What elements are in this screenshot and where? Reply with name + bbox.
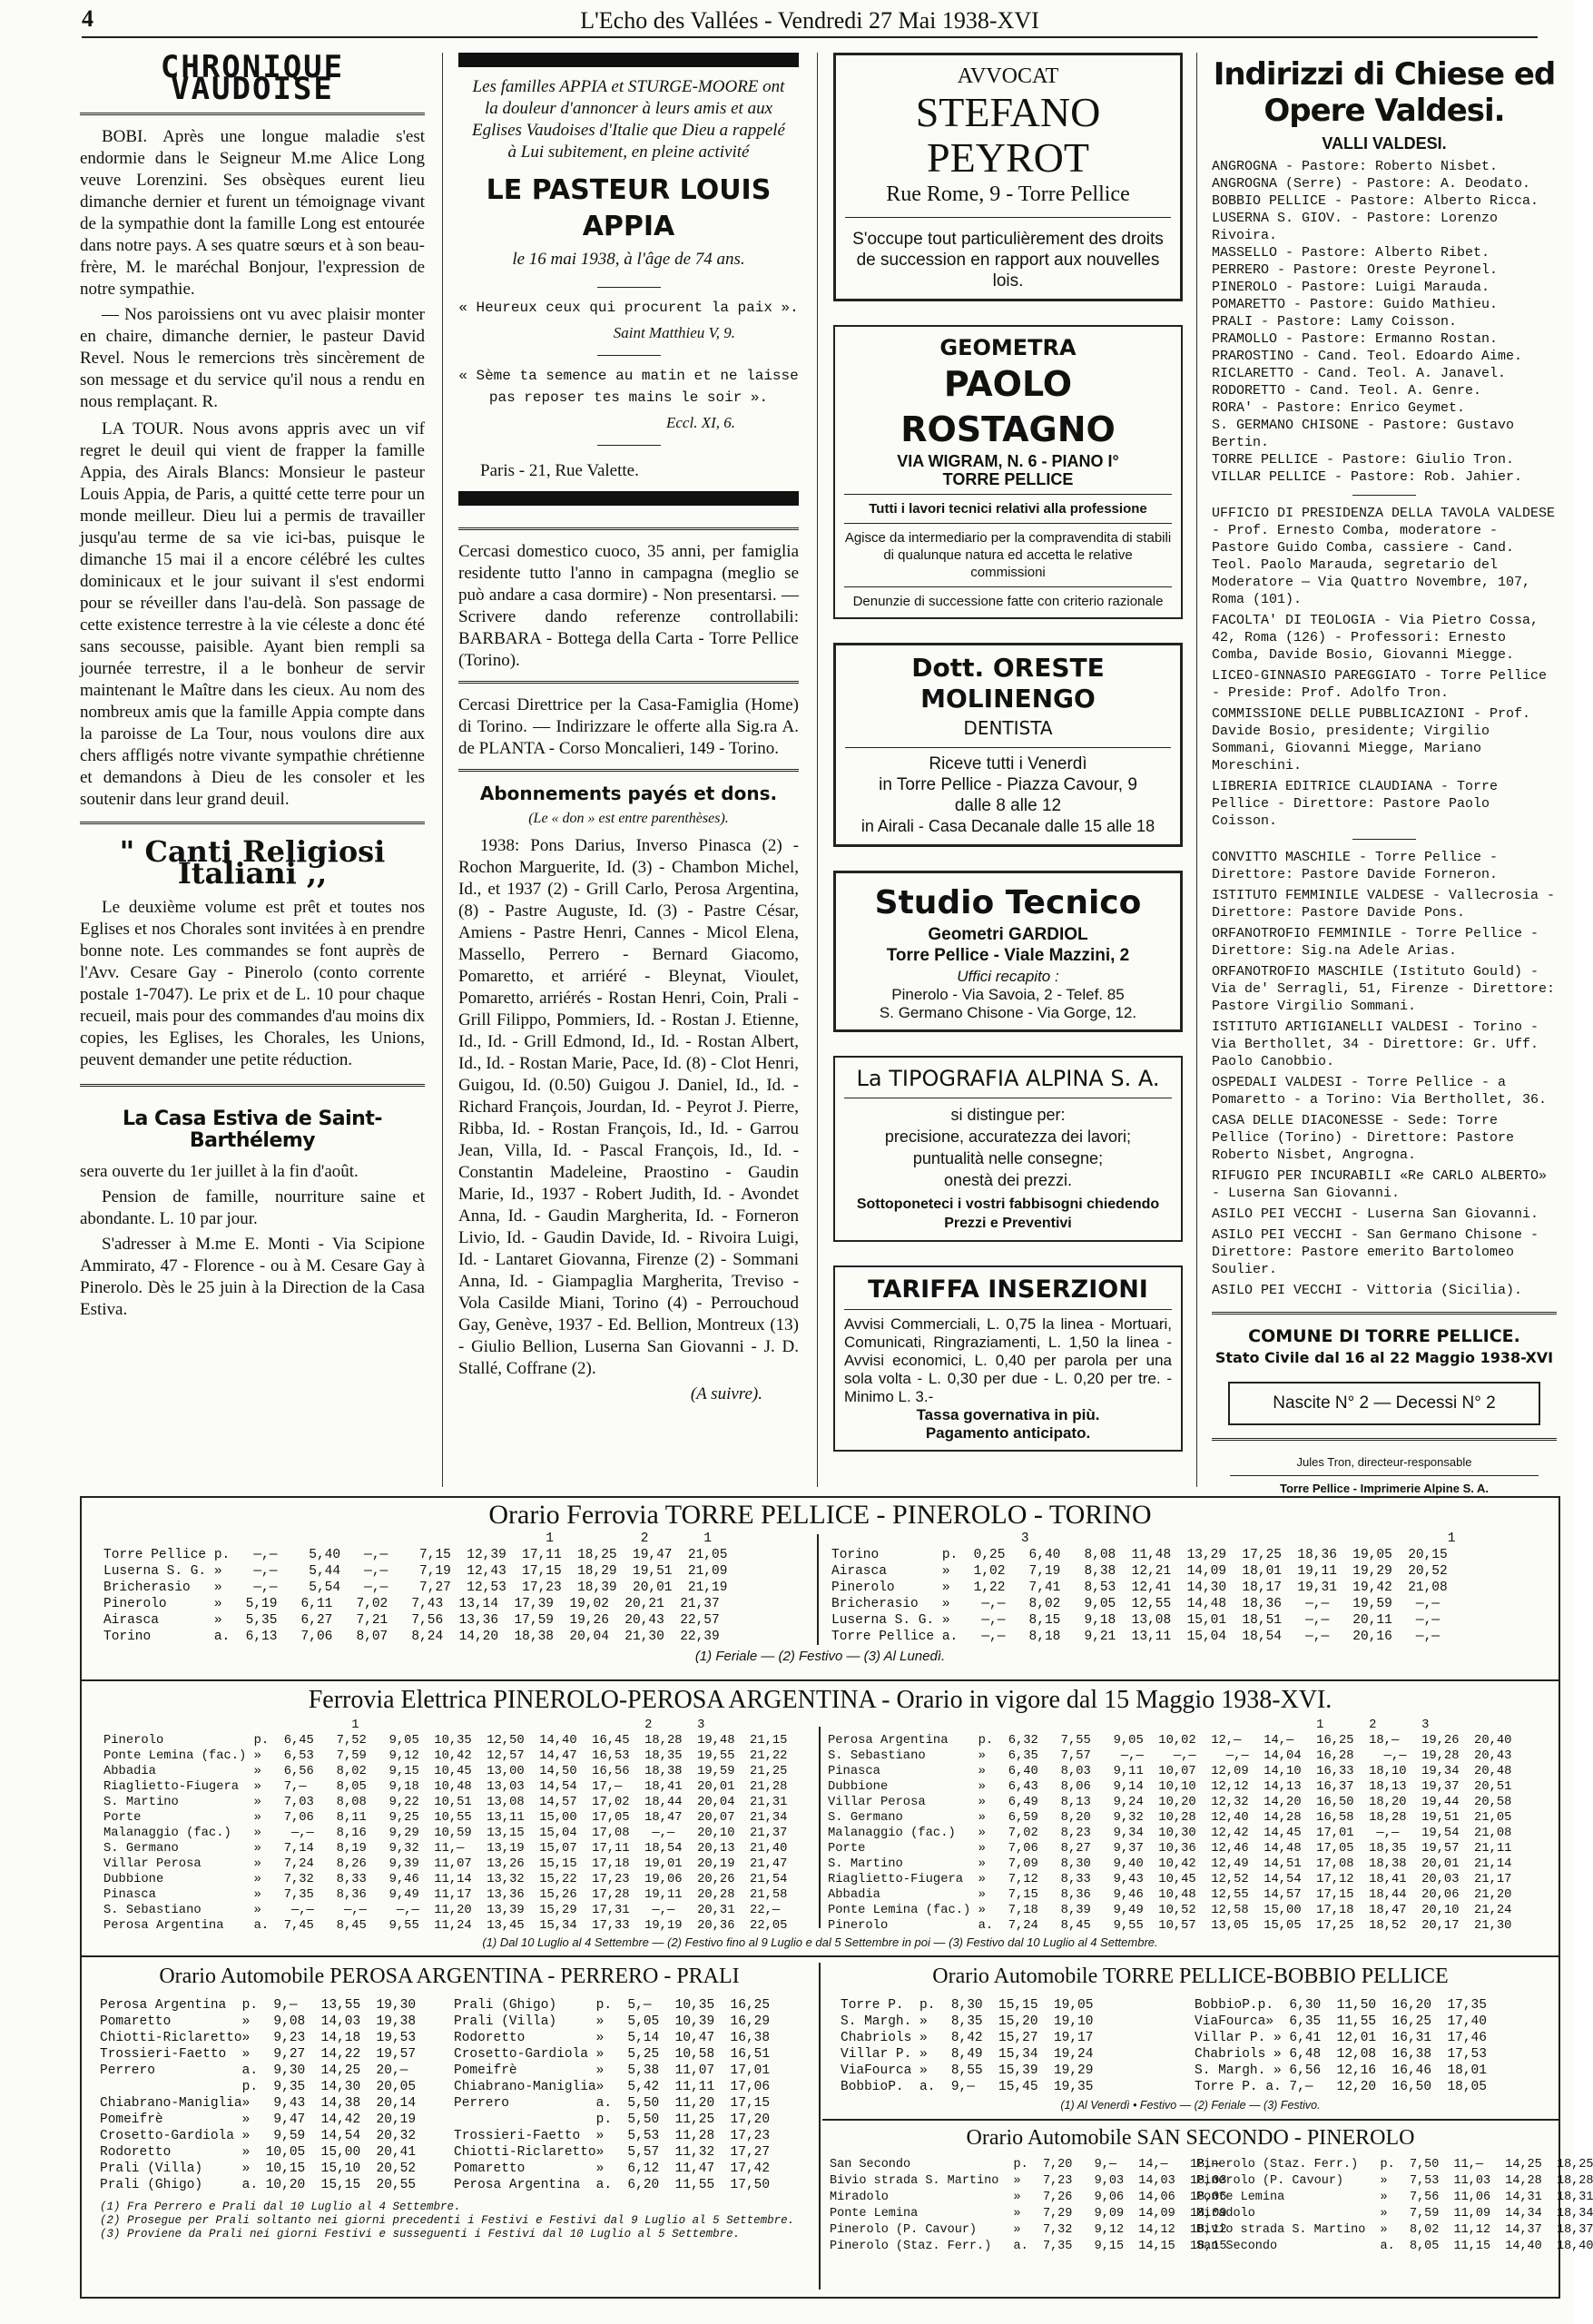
obituary-address: Paris - 21, Rue Valette. bbox=[480, 461, 639, 480]
timetable-5-outbound: San Secondo p. 7,20 9,— 14,— 18,— Bivio strada S. Martino » 7,23 9,03 14,03 18,03 Miradolo » 7,26 9,06 14,06 18,06 Ponte Lemina » 7,29 9,09 14,09 18,09 Pinerolo (P. Cavour) » 7,32 9,12 14,12 18,12 Pinerolo (Staz. Ferr.) a. 7,35 9,15 14,15 18,15 bbox=[830, 2158, 1227, 2253]
double-rule bbox=[1212, 1312, 1557, 1315]
uffici-entry: LICEO-GINNASIO PAREGGIATO - Torre Pellice - Preside: Prof. Adolfo Tron. bbox=[1212, 668, 1548, 701]
obituary-intro: Les familles APPIA et STURGE-MOORE ont la douleur d'annoncer à leurs amis et aux Eglises Vaudoises d'Italie que Dieu a rappelé à Lui subitement, en pleine activité bbox=[472, 77, 785, 162]
valli-entry: MASSELLO - Pastore: Alberto Ribet. bbox=[1212, 245, 1490, 261]
ad-avvocato bbox=[833, 53, 1183, 301]
double-rule bbox=[80, 822, 425, 824]
valli-list bbox=[1212, 158, 1557, 486]
ad-tipografia-line-4: onestà dei prezzi. bbox=[943, 1171, 1073, 1189]
timetable-2-title: Ferrovia Elettrica PINEROLO-PEROSA ARGENTINA - Orario in vigore dal 15 Maggio 1938-XVI. bbox=[308, 1686, 1332, 1714]
istituti-entry: ASILO PEI VECCHI - Luserna San Giovanni. bbox=[1212, 1206, 1539, 1222]
rule bbox=[82, 1679, 1559, 1681]
ad-avvocato-address: Rue Rome, 9 - Torre Pellice bbox=[845, 181, 1171, 218]
istituti-entry: CONVITTO MASCHILE - Torre Pellice - Direttore: Pastore Davide Forneron. bbox=[1212, 850, 1499, 882]
istituti-entry: RIFUGIO PER INCURABILI «Re CARLO ALBERTO» - Luserna San Giovanni. bbox=[1212, 1168, 1548, 1201]
column-obituary-ads bbox=[458, 53, 799, 1478]
casa-line-1: sera ouverte du 1er juillet à la fin d'août. bbox=[80, 1162, 359, 1181]
ad-avvocato-label: AVVOCAT bbox=[957, 64, 1059, 88]
verse-1-ref: Saint Matthieu V, 9. bbox=[613, 324, 735, 341]
ad-geometra bbox=[833, 325, 1183, 619]
valli-entry: BOBBIO PELLICE - Pastore: Alberto Ricca. bbox=[1212, 193, 1539, 209]
uffici-list bbox=[1212, 505, 1557, 830]
column-divider bbox=[817, 53, 818, 1487]
casa-line-3: S'adresser à M.me E. Monti - Via Scipione Ammirato, 47 - Florence - ou à M. Cesare Gay à Pinerolo. Dès le 25 juin à la Direction de la Casa Estiva. bbox=[80, 1235, 425, 1319]
short-rule bbox=[597, 355, 661, 356]
ad-geometra-city: TORRE PELLICE bbox=[844, 470, 1172, 495]
column-chronique bbox=[80, 49, 425, 1478]
timetable-torre-bobbio bbox=[822, 1963, 1593, 2253]
abbonamenti-note: (Le « don » est entre parenthèses). bbox=[528, 811, 729, 826]
istituti-entry: OSPEDALI VALDESI - Torre Pellice - a Pomaretto - a Torino: Via Berthollet, 36. bbox=[1212, 1075, 1548, 1108]
ad-studio-sub: Geometri GARDIOL bbox=[928, 925, 1088, 944]
article-latour: LA TOUR. Nous avons appris avec un vif regret le deuil qui vient de frapper la famille Appia, des Airals Blancs: Monsieur le pasteur Louis Appia, de Paris, a quitté cette terre pour un monde meilleur. Dieu lui a permis de travailler jusqu'au terme de sa vie ici-bas, puisque le dimanche 15 mai il a encore célébré les cultes dominicaux et le jour suivant il s'est endormi pour se réveiller dans l'au-delà. Son passage de cette existence terrestre à la vie céleste a donc été sans secousse, paisible. Ayant bien rempli sa journée terrestre, il a le bonheur de servir maintenant le Maître dans les cieux. Au nom des nombreux amis que la famille Appia compte dans la paroisse de La Tour, nous voulons dire aux chers affligés notre vivante sympathie chrétienne et demandons à Dieu de les consoler et les soutenir dans leur grand deuil. bbox=[80, 419, 425, 809]
ad-studio-name: Studio Tecnico bbox=[874, 884, 1142, 921]
abbonamenti-list: 1938: Pons Darius, Inverso Pinasca (2) - Rochon Marguerite, Id. (3) - Chambon Michel, Id., et 1937 (2) - Grill Carlo, Perosa Argentina, (8) - Pastre Auguste, Id. (3) - Pastre César, Amiens - Pastre Henri, Cannes - Micol Elena, Massello, Perrero - Bernard Giacomo, Pomaretto, et arriéré - Bleynat, Vioulet, Pomaretto, arriérés - Rostan Henri, Coin, Prali - Grill Filippo, Pommiers, Id. - Rostan J. Etienne, Id., Id. - Grill Edmond, Id., Id. - Rostan Albert, Id., Id. - Rostan Marie, Pace, Id. (8) - Clot Henri, Guigou, Id. (0.50) Guigou J. Daniel, Id., Id. - Richard François, Jourdan, Id. - Peyrot J. Pierre, Ribba, Id. - Rostan François, Id., Id. - Garrou Jean, Villa, Id. - Pascal François, Id., Id. - Constantin Madeleine, Praostino - Gaudin Marie, Id., 1937 - Robert Judith, Id. - Avondet Anna, Id. - Gaudin Margherita, Id. - Forneron Livio, Id. - Gaudin Davide, Id. - Rivoira Luigi, Id. - Lantaret Giovanna, Firenze (2) - Sommani Anna, Id. - Giampaglia Margherita, Treviso - Vola Casilde Miani, Torino (4) - Perrouchoud Gay, Genève, 1937 - Ed. Bellion, Montreux (13) - Giulio Bellion, Luserna San Giovanni - J. D. Stallé, Coffrane (2). bbox=[458, 836, 799, 1378]
timetable-pinerolo-perosa bbox=[82, 1683, 1559, 1955]
page-number: 4 bbox=[82, 5, 93, 32]
table-divider bbox=[819, 1727, 821, 1928]
istituti-entry: ASILO PEI VECCHI - San Germano Chisone - Direttore: Pastore emerito Bartolomeo Soulier. bbox=[1212, 1227, 1539, 1277]
uffici-entry: COMMISSIONE DELLE PUBBLICAZIONI - Prof. Davide Bosio, presidente; Virgilio Sommani, Giovanni Miegge, Mariano Moreschini. bbox=[1212, 706, 1531, 773]
ad-geometra-address: VIA WIGRAM, N. 6 - PIANO I° bbox=[897, 452, 1119, 470]
uffici-entry: UFFICIO DI PRESIDENZA DELLA TAVOLA VALDESE - Prof. Ernesto Comba, moderatore - Pastore Guido Comba, cassiere - Cand. Teol. Paolo Marauda, segretario del Moderatore — Via Quattro Novembre, 107, Roma (101). bbox=[1212, 506, 1556, 607]
casa-estiva-heading: La Casa Estiva de Saint-Barthélemy bbox=[122, 1108, 382, 1152]
comune-title: COMUNE DI TORRE PELLICE. bbox=[1248, 1326, 1520, 1346]
double-rule bbox=[458, 681, 799, 684]
ad-studio-line-1: Pinerolo - Via Savoia, 2 - Telef. 85 bbox=[891, 986, 1125, 1003]
valli-entry: POMARETTO - Pastore: Guido Mathieu. bbox=[1212, 297, 1499, 312]
valli-entry: VILLAR PELLICE - Pastore: Rob. Jahier. bbox=[1212, 469, 1523, 485]
ad-avvocato-text: S'occupe tout particulièrement des droits de succession en rapport aux nouvelles lois. bbox=[852, 230, 1164, 290]
article-bobi: BOBI. Après une longue maladie s'est endormie dans le Seigneur M.me Alice Long veuve Lorenzini. Ses obsèques eurent lieu dimanche dernier et furent un témoignage vivant de la sympathie dont la famille Long est entourée dans notre pays. A ses quatre sœurs et à son beau-frère, M. le maréchal Bonjour, l'expression de notre sympathie. bbox=[80, 127, 425, 299]
timetable-2-notes: (1) Dal 10 Luglio al 4 Settembre — (2) Festivo fino al 9 Luglio e dal 5 Settembre in poi — (3) Festivo dal 10 Luglio al 4 Settembre. bbox=[482, 1935, 1158, 1949]
masthead bbox=[82, 5, 1538, 38]
timetable-5-title: Orario Automobile SAN SECONDO - PINEROLO bbox=[966, 2126, 1415, 2150]
istituti-entry: ORFANOTROFIO FEMMINILE - Torre Pellice - Direttore: Sig.na Adele Arias. bbox=[1212, 926, 1539, 959]
valli-entry: LUSERNA S. GIOV. - Pastore: Lorenzo Rivoira. bbox=[1212, 211, 1499, 243]
direttore-line: Jules Tron, directeur-responsable bbox=[1296, 1455, 1472, 1469]
double-rule bbox=[80, 113, 425, 115]
column-indirizzi bbox=[1212, 53, 1557, 1495]
rule bbox=[1230, 1475, 1539, 1476]
comune-data: Nascite N° 2 — Decessi N° 2 bbox=[1228, 1382, 1540, 1425]
mourning-bar bbox=[458, 53, 799, 67]
istituti-list bbox=[1212, 849, 1557, 1299]
timetables-block bbox=[80, 1496, 1593, 2299]
timetable-1-outbound: 1 2 1 Torre Pellice p. —,— 5,40 —,— 7,15 12,39 17,11 18,25 19,47 21,05 Luserna S. G. » —,— 5,44 —,— 7,19 12,43 17,15 18,29 19,51 21,09 Bricherasio » —,— 5,54 —,— 7,27 12,53 17,23 18,39 20,01 21,19 Pinerolo » 5,19 6,11 7,02 7,43 13,14 17,39 19,02 20,21 21,37 Airasca » 5,35 6,27 7,21 7,56 13,36 17,59 19,26 20,43 22,57 Torino a. 6,13 7,06 8,07 8,24 14,20 18,38 20,04 21,30 22,39 bbox=[103, 1531, 728, 1644]
timetable-4-notes: (1) Al Venerdì • Festivo — (2) Feriale — (3) Festivo. bbox=[1060, 2099, 1321, 2112]
ad-dentista bbox=[833, 643, 1183, 847]
double-rule bbox=[80, 1084, 425, 1087]
valli-entry: PINEROLO - Pastore: Luigi Marauda. bbox=[1212, 280, 1490, 295]
timetable-1-return: 3 1 Torino p. 0,25 6,40 8,08 11,48 13,29 17,25 18,36 19,05 20,15 Airasca » 1,02 7,19 8,38 12,21 14,09 18,01 19,11 19,29 20,52 Pinerolo » 1,22 7,41 8,53 12,41 14,30 18,17 19,31 19,42 21,08 Bricherasio » —,— 8,02 9,05 12,55 14,48 18,36 —,— 19,59 —,— Luserna S. G. » —,— 8,15 9,18 13,08 15,01 18,51 —,— 20,11 —,— Torre Pellice a. —,— 8,18 9,21 13,11 15,04 18,54 —,— 20,16 —,— bbox=[831, 1531, 1456, 1644]
double-rule bbox=[458, 769, 799, 772]
ad-geometra-line-2: Agisce da intermediario per la compravendita di stabili di qualunque natura ed accetta le relative commissioni bbox=[844, 529, 1172, 587]
abbonamenti-end: (A suivre). bbox=[690, 1384, 762, 1403]
verse-2-ref: Eccl. XI, 6. bbox=[666, 414, 735, 431]
valli-entry: ANGROGNA (Serre) - Pastore: A. Deodato. bbox=[1212, 176, 1531, 192]
article-canti: Le deuxième volume est prêt et toutes nos Eglises et nos Chorales sont invitées à en prendre bonne note. Les commandes se font auprès de l'Avv. Cesare Gay - Pinerolo (conto corrente postale 1-7047). Le prix et de L. 10 pour chaque recueil, mais pour des commandes d'au moins dix copies, les Eglises, les Chorales, les Unions, peuvent demander une petite réduction. bbox=[80, 898, 425, 1069]
valli-entry: PRALI - Pastore: Lamy Coisson. bbox=[1212, 314, 1458, 330]
ad-geometra-name: PAOLO ROSTAGNO bbox=[900, 364, 1116, 449]
ad-tipografia bbox=[833, 1056, 1183, 1242]
obituary-name: LE PASTEUR LOUIS APPIA bbox=[486, 174, 772, 242]
canti-heading: " Canti Religiosi Italiani ,, bbox=[119, 834, 386, 891]
ad-studio-line-2: S. Germano Chisone - Via Gorge, 12. bbox=[879, 1004, 1137, 1021]
istituti-entry: ISTITUTO FEMMINILE VALDESE - Vallecrosia - Direttore: Pastore Davide Pons. bbox=[1212, 888, 1556, 921]
ad-studio-uffici: Uffici recapito : bbox=[957, 968, 1059, 985]
ad-tipografia-line-5: Sottoponeteci i vostri fabbisogni chiedendo Prezzi e Preventivi bbox=[856, 1196, 1160, 1231]
ad-tipografia-name: La TIPOGRAFIA ALPINA S. A. bbox=[844, 1065, 1172, 1098]
ad-dentista-label: DENTISTA bbox=[845, 714, 1171, 748]
ad-tariffa-line-3: Pagamento anticipato. bbox=[925, 1424, 1091, 1442]
ad-studio-tecnico bbox=[833, 871, 1183, 1032]
short-rule bbox=[597, 445, 661, 446]
timetable-2-outbound: 1 2 3 Pinerolo p. 6,45 7,52 9,05 10,35 12,50 14,40 16,45 18,28 19,48 21,15 Ponte Lemina (fac.) » 6,53 7,59 9,12 10,42 12,57 14,47 16,53 18,35 19,55 21,22 Abbadia » 6,56 8,02 9,15 10,45 13,00 14,50 16,56 18,38 19,59 21,25 Riaglietto-Fiugera » 7,— 8,05 9,18 10,48 13,03 14,54 17,— 18,41 20,01 21,28 S. Martino » 7,03 8,08 9,22 10,51 13,08 14,57 17,02 18,44 20,04 21,31 Porte » 7,06 8,11 9,25 10,55 13,11 15,00 17,05 18,47 20,07 21,34 Malanaggio (fac.) » —,— 8,16 9,29 10,59 13,15 15,04 17,08 —,— 20,10 21,37 S. Germano » 7,14 8,19 9,32 11,— 13,19 15,07 17,11 18,54 20,13 21,40 Villar Perosa » 7,24 8,26 9,39 11,07 13,26 15,15 17,18 19,01 20,19 21,47 Dubbione » 7,32 8,33 9,46 11,14 13,32 15,22 17,23 19,06 20,26 21,54 Pinasca » 7,35 8,36 9,49 11,17 13,36 15,26 17,28 19,11 20,28 21,58 S. Sebastiano » —,— —,— —,— 11,20 13,39 15,29 17,31 —,— 20,31 22,— Perosa Argentina a. 7,45 8,45 9,55 11,24 13,45 15,34 17,33 19,19 20,36 22,05 bbox=[103, 1718, 788, 1933]
masthead-title: L'Echo des Vallées - Vendredi 27 Mai 1938-XVI bbox=[580, 7, 1039, 34]
valli-entry: RICLARETTO - Cand. Teol. A. Janavel. bbox=[1212, 366, 1507, 381]
short-rule bbox=[1352, 839, 1416, 840]
obituary-date: le 16 mai 1938, à l'âge de 74 ans. bbox=[512, 250, 745, 269]
mourning-bar bbox=[458, 491, 799, 506]
indirizzi-title: Indirizzi di Chiese ed Opere Valdesi. bbox=[1213, 56, 1556, 129]
ad-dentista-line-1: Riceve tutti i Venerdì bbox=[929, 754, 1087, 773]
ad-tariffa-text: Avvisi Commerciali, L. 0,75 la linea - Mortuari, Comunicati, Ringraziamenti, L. 1,50 la linea - Avvisi economici, L. 0,40 per parola per una sola volta - L. 0,30 per due - L. 0,20 per tre. - Minimo L. 3.- bbox=[844, 1315, 1172, 1405]
timetable-5-return: Pinerolo (Staz. Ferr.) p. 7,50 11,— 14,25 18,25 Pinerolo (P. Cavour) » 7,53 11,03 14,28 18,28 Ponte Lemina » 7,56 11,06 14,31 18,31 Miradolo » 7,59 11,09 14,34 18,34 Bivio strada S. Martino » 8,02 11,12 14,37 18,37 San Secondo a. 8,05 11,15 14,40 18,40 bbox=[1196, 2158, 1593, 2253]
short-rule bbox=[1352, 495, 1416, 496]
timetables-automobili bbox=[82, 1963, 1593, 2297]
ad-dentista-name: Dott. ORESTE MOLINENGO bbox=[911, 653, 1105, 714]
ad-dentista-line-2: in Torre Pellice - Piazza Cavour, 9 bbox=[879, 775, 1137, 794]
valli-entry: PERRERO - Pastore: Oreste Peyronel. bbox=[1212, 262, 1499, 278]
valli-entry: S. GERMANO CHISONE - Pastore: Gustavo Bertin. bbox=[1212, 418, 1515, 450]
timetable-3-title: Orario Automobile PEROSA ARGENTINA - PERRERO - PRALI bbox=[159, 1965, 740, 1988]
timetable-4-outbound: Torre P. p. 8,30 15,15 19,05 S. Margh. » 8,35 15,20 19,10 Chabriols » 8,42 15,27 19,17 Villar P. » 8,49 15,34 19,24 ViaFourca » 8,55 15,39 19,29 BobbioP. a. 9,— 15,45 19,35 bbox=[841, 1998, 1094, 2094]
casa-line-2: Pension de famille, nourriture saine et abondante. L. 10 par jour. bbox=[80, 1187, 425, 1228]
tipografia-line: Torre Pellice - Imprimerie Alpine S. A. bbox=[1280, 1482, 1489, 1495]
column-divider bbox=[442, 53, 443, 1487]
istituti-entry: ISTITUTO ARTIGIANELLI VALDESI - Torino - Via Berthollet, 34 - Direttore: Gr. Uff. Paolo Canobbio. bbox=[1212, 1019, 1539, 1069]
timetable-3-notes: (1) Fra Perrero e Prali dal 10 Luglio al 4 Settembre. (2) Prosegue per Prali soltanto nei giorni precedenti i Festivi e Festivi dal 9 Luglio al 5 Settembre. (3) Proviene da Prali nei giorni Festivi e susseguenti i Festivi dal 10 Luglio al 5 Settembre. bbox=[100, 2201, 795, 2240]
column-divider bbox=[1196, 53, 1197, 1487]
ad-studio-address: Torre Pellice - Viale Mazzini, 2 bbox=[886, 946, 1130, 965]
valli-entry: ANGROGNA - Pastore: Roberto Nisbet. bbox=[1212, 159, 1499, 174]
valli-entry: RORA' - Pastore: Enrico Geymet. bbox=[1212, 400, 1466, 416]
valli-entry: PRAMOLLO - Pastore: Ermanno Rostan. bbox=[1212, 331, 1499, 347]
rule bbox=[822, 2119, 1559, 2121]
ad-tipografia-line-2: precisione, accuratezza dei lavori; bbox=[884, 1128, 1132, 1146]
uffici-entry: FACOLTA' DI TEOLOGIA - Via Pietro Cossa, 42, Roma (126) - Professori: Ernesto Comba, Davide Bosio, Giovanni Miegge. bbox=[1212, 613, 1539, 663]
ad-tariffa bbox=[833, 1265, 1183, 1452]
abbonamenti-heading: Abonnements payés et dons. bbox=[479, 783, 778, 804]
istituti-entry: ASILO PEI VECCHI - Vittoria (Sicilia). bbox=[1212, 1283, 1523, 1298]
timetable-1-notes: (1) Feriale — (2) Festivo — (3) Al Lunedì. bbox=[694, 1649, 946, 1664]
verse-2: « Sème ta semence au matin et ne laisse pas reposer tes mains le soir ». bbox=[458, 368, 799, 406]
ad-avvocato-name: STEFANO PEYROT bbox=[915, 89, 1101, 181]
valli-entry: PRAROSTINO - Cand. Teol. Edoardo Aime. bbox=[1212, 349, 1523, 364]
short-rule bbox=[597, 287, 661, 288]
ad-geometra-line-3: Denunzie di successione fatte con criterio razionale bbox=[852, 594, 1164, 609]
timetable-2-return: 1 2 3 Perosa Argentina p. 6,32 7,55 9,05 10,02 12,— 14,— 16,25 18,— 19,26 20,40 S. Sebastiano » 6,35 7,57 —,— —,— —,— 14,04 16,28 —,— 19,28 20,43 Pinasca » 6,40 8,03 9,11 10,07 12,09 14,10 16,33 18,10 19,34 20,48 Dubbione » 6,43 8,06 9,14 10,10 12,12 14,13 16,37 18,13 19,37 20,51 Villar Perosa » 6,49 8,13 9,24 10,20 12,32 14,20 16,50 18,20 19,44 20,58 S. Germano » 6,59 8,20 9,32 10,28 12,40 14,28 16,58 18,28 19,51 21,05 Malanaggio (fac.) » 7,02 8,23 9,34 10,30 12,42 14,45 17,01 —,— 19,54 21,08 Porte » 7,06 8,27 9,37 10,36 12,46 14,48 17,05 18,35 19,57 21,11 S. Martino » 7,09 8,30 9,40 10,42 12,49 14,51 17,08 18,38 20,01 21,14 Riaglietto-Fiugera » 7,12 8,33 9,43 10,45 12,52 14,54 17,12 18,41 20,03 21,17 Abbadia » 7,15 8,36 9,46 10,48 12,55 14,57 17,15 18,44 20,06 21,20 Ponte Lemina (fac.) » 7,18 8,39 9,49 10,52 12,58 15,00 17,18 18,47 20,10 21,24 Pinerolo a. 7,24 8,45 9,55 10,57 13,05 15,05 17,25 18,52 20,17 21,30 bbox=[828, 1718, 1512, 1933]
ad-dentista-line-3: dalle 8 alle 12 bbox=[954, 796, 1062, 815]
article-bobi-2: — Nos paroissiens ont vu avec plaisir monter en chaire, dimanche dernier, le pasteur David Revel. Nous le remercions très sincèrement de son message et du service qu'il nous a rendu en nous remplaçant. R. bbox=[80, 305, 425, 411]
ad-geometra-line-1: Tutti i lavori tecnici relativi alla professione bbox=[844, 500, 1172, 524]
timetable-3-return: Prali (Ghigo) p. 5,— 10,35 16,25 Prali (Villa) » 5,05 10,39 16,29 Rodoretto » 5,14 10,47 16,38 Crosetto-Gardiola » 5,25 10,58 16,51 Pomeifrè » 5,38 11,07 17,01 Chiabrano-Maniglia» 5,42 11,11 17,06 Perrero a. 5,50 11,20 17,15 p. 5,50 11,25 17,20 Trossieri-Faetto » 5,53 11,28 17,23 Chiotti-Riclaretto» 5,57 11,32 17,27 Pomaretto » 6,12 11,47 17,42 Perosa Argentina a. 6,20 11,55 17,50 bbox=[454, 1998, 771, 2192]
double-rule bbox=[1212, 1438, 1557, 1441]
section-title-chronique: CHRONIQUE VAUDOISE bbox=[160, 49, 345, 107]
ad-tipografia-line-3: puntualità nelle consegne; bbox=[912, 1149, 1104, 1167]
ad-dentista-line-4: in Airali - Casa Decanale dalle 15 alle 18 bbox=[860, 817, 1155, 835]
istituti-entry: CASA DELLE DIACONESSE - Sede: Torre Pellice (Torino) - Direttore: Pastore Roberto Nisbet, Angrogna. bbox=[1212, 1113, 1515, 1163]
valli-entry: TORRE PELLICE - Pastore: Giulio Tron. bbox=[1212, 452, 1515, 468]
comune-subtitle: Stato Civile dal 16 al 22 Maggio 1938-XVI bbox=[1214, 1349, 1554, 1366]
double-rule bbox=[458, 527, 799, 530]
rule bbox=[82, 1955, 1559, 1957]
table-divider bbox=[817, 1534, 819, 1645]
valli-entry: RODORETTO - Cand. Teol. A. Genre. bbox=[1212, 383, 1482, 399]
timetable-torre-pellice-torino bbox=[82, 1498, 1559, 1679]
verse-1: « Heureux ceux qui procurent la paix ». bbox=[458, 300, 799, 316]
ad-tipografia-line-1: si distingue per: bbox=[950, 1106, 1066, 1124]
valli-subtitle: VALLI VALDESI. bbox=[1322, 134, 1447, 153]
ad-tariffa-line-2: Tassa governativa in più. bbox=[916, 1406, 1100, 1423]
ad-tariffa-title: TARIFFA INSERZIONI bbox=[844, 1275, 1172, 1310]
timetable-4-return: BobbioP.p. 6,30 11,50 16,20 17,35 ViaFourca» 6,35 11,55 16,25 17,40 Villar P. » 6,41 12,01 16,31 17,46 Chabriols » 6,48 12,08 16,38 17,53 S. Margh. » 6,56 12,16 16,46 18,01 Torre P. a. 7,— 12,20 16,50 18,05 bbox=[1195, 1998, 1487, 2094]
timetable-4-title: Orario Automobile TORRE PELLICE-BOBBIO PELLICE bbox=[932, 1965, 1449, 1988]
column-advertisements bbox=[833, 53, 1183, 1478]
istituti-entry: ORFANOTROFIO MASCHILE (Istituto Gould) - Via de' Serragli, 51, Firenze - Direttore: Pastore Virgilio Sommani. bbox=[1212, 964, 1556, 1014]
timetable-1-title: Orario Ferrovia TORRE PELLICE - PINEROLO - TORINO bbox=[488, 1500, 1152, 1530]
ad-cercasi-1: Cercasi domestico cuoco, 35 anni, per famiglia residente tutto l'anno in campagna (meglio se può andare a casa dormire) - Non presentarsi. — Scrivere dando referenze controllabili: BARBARA - Bottega della Carta - Torre Pellice (Torino). bbox=[458, 542, 799, 670]
table-divider bbox=[819, 1963, 821, 2290]
ad-geometra-label: GEOMETRA bbox=[939, 335, 1077, 360]
ad-cercasi-2: Cercasi Direttrice per la Casa-Famiglia (Home) di Torino. — Indirizzare le offerte alla Sig.ra A. de PLANTA - Corso Moncalieri, 149 - Torino. bbox=[458, 695, 799, 758]
timetable-3-outbound: Perosa Argentina p. 9,— 13,55 19,30 Pomaretto » 9,08 14,03 19,38 Chiotti-Riclaretto» 9,23 14,18 19,53 Trossieri-Faetto » 9,27 14,22 19,57 Perrero a. 9,30 14,25 20,— p. 9,35 14,30 20,05 Chiabrano-Maniglia» 9,43 14,38 20,14 Pomeifrè » 9,47 14,42 20,19 Crosetto-Gardiola » 9,59 14,54 20,32 Rodoretto » 10,05 15,00 20,41 Prali (Villa) » 10,15 15,10 20,52 Prali (Ghigo) a. 10,20 15,15 20,55 bbox=[100, 1998, 417, 2192]
timetable-perosa-prali bbox=[82, 1963, 817, 2240]
uffici-entry: LIBRERIA EDITRICE CLAUDIANA - Torre Pellice - Direttore: Pastore Paolo Coisson. bbox=[1212, 779, 1499, 829]
